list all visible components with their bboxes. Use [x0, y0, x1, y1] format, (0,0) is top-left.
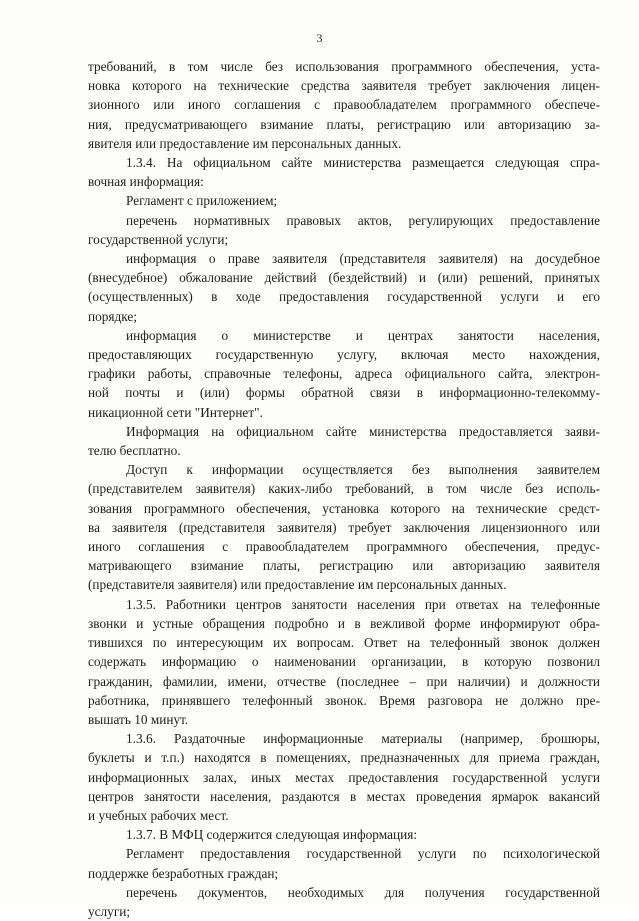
text-line: 1.3.4. На официальном сайте министерства размещается следующая спра- [126, 155, 600, 171]
text-line: (внесудебное) обжалование действий (бездействий) и (или) решений, принятых [88, 270, 600, 286]
paragraph [88, 844, 600, 882]
text-line: порядке; [88, 308, 138, 324]
paragraph [88, 326, 600, 422]
text-line: информация о министерстве и центрах занятости населения, [126, 327, 600, 343]
text-line: работника, принявшего телефонный звонок. Время разговора не должно пре- [88, 692, 600, 708]
text-line: информационных залах, иных местах предоставления государственной услуги [88, 769, 600, 785]
text-line: матривающего взимание платы, регистрацию или авторизацию заявителя [88, 558, 600, 574]
text-line: новка которого на технические средства заявителя требует заключения лицен- [88, 78, 600, 94]
text-line: центров занятости населения, раздаются в местах проведения ярмарок вакансий [88, 788, 600, 804]
text-line: буклеты и т.п.) находятся в помещениях, предназначенных для приема граждан, [88, 750, 600, 766]
paragraph [88, 729, 600, 825]
text-line: 1.3.5. Работники центров занятости населения при ответах на телефонные [126, 596, 600, 612]
text-line: услуги; [88, 903, 131, 919]
text-line: Регламент предоставления государственной услуги по психологической [126, 846, 600, 862]
text-line: перечень документов, необходимых для получения государственной [126, 884, 600, 900]
text-line: ва заявителя (представителя заявителя) требует заключения лицензионного или [88, 519, 600, 535]
text-line: содержать информацию о наименовании организации, в которую позвонил [88, 654, 600, 670]
text-line: гражданин, фамилии, имени, отчестве (последнее – при наличии) и должности [88, 673, 600, 689]
text-line: требований, в том числе без использования программного обеспечения, уста- [88, 59, 600, 74]
text-line: Регламент с приложением; [126, 193, 278, 209]
text-line: зионного или иного соглашения с правообладателем программного обеспече- [88, 97, 600, 113]
text-line: ния, предусматривающего взимание платы, регистрацию или авторизацию за- [88, 116, 600, 132]
paragraph [88, 825, 600, 844]
text-line: и учебных рабочих мест. [88, 807, 229, 823]
text-line: поддержке безработных граждан; [88, 865, 279, 881]
text-line: никационной сети "Интернет". [88, 404, 263, 420]
paragraph [88, 57, 600, 153]
text-line: телю бесплатно. [88, 443, 181, 459]
text-line: тившихся по интересующим их вопросам. Ответ на телефонный звонок должен [88, 635, 600, 651]
text-line: вышать 10 минут. [88, 711, 189, 727]
paragraph [88, 211, 600, 249]
text-line: Доступ к информации осуществляется без выполнения заявителем [126, 462, 600, 478]
text-line: 1.3.7. В МФЦ содержится следующая информация: [126, 827, 418, 843]
paragraph [88, 883, 600, 921]
paragraph [88, 460, 600, 594]
text-line: графики работы, справочные телефоны, адреса официального сайта, электрон- [88, 366, 600, 382]
text-line: (представителя заявителя) или предоставление им персональных данных. [88, 577, 507, 593]
paragraph [88, 595, 600, 729]
text-line: 1.3.6. Раздаточные информационные материалы (например, брошюры, [126, 731, 600, 747]
paragraph [88, 422, 600, 460]
text-line: (представителем заявителя) каких-либо требований, в том числе без исполь- [88, 481, 600, 497]
paragraph [88, 153, 600, 191]
paragraph [88, 249, 600, 326]
text-line: государственной услуги; [88, 231, 229, 247]
paragraph [88, 191, 600, 210]
text-line: вочная информация: [88, 174, 204, 190]
text-line: явителя или предоставление им персональных данных. [88, 135, 402, 151]
text-line: зования программного обеспечения, установка которого на технические средст- [88, 500, 600, 516]
text-line: информация о праве заявителя (представителя заявителя) на досудебное [126, 251, 600, 267]
text-line: ной почты и (или) формы обратной связи в информационно-телекомму- [88, 385, 600, 401]
text-line: перечень нормативных правовых актов, регулирующих предоставление [126, 212, 600, 228]
page-number: 3 [316, 31, 323, 45]
text-line: звонки и устные обращения подробно и в вежливой форме информируют обра- [88, 615, 600, 631]
document-body [88, 57, 600, 921]
text-line: иного соглашения с правообладателем программного обеспечения, предус- [88, 539, 600, 555]
text-line: Информация на официальном сайте министерства предоставляется заяви- [126, 423, 600, 439]
text-line: (осуществленных) в ходе предоставления государственной услуги и его [88, 289, 600, 305]
text-line: предоставляющих государственную услугу, включая место нахождения, [88, 347, 600, 363]
